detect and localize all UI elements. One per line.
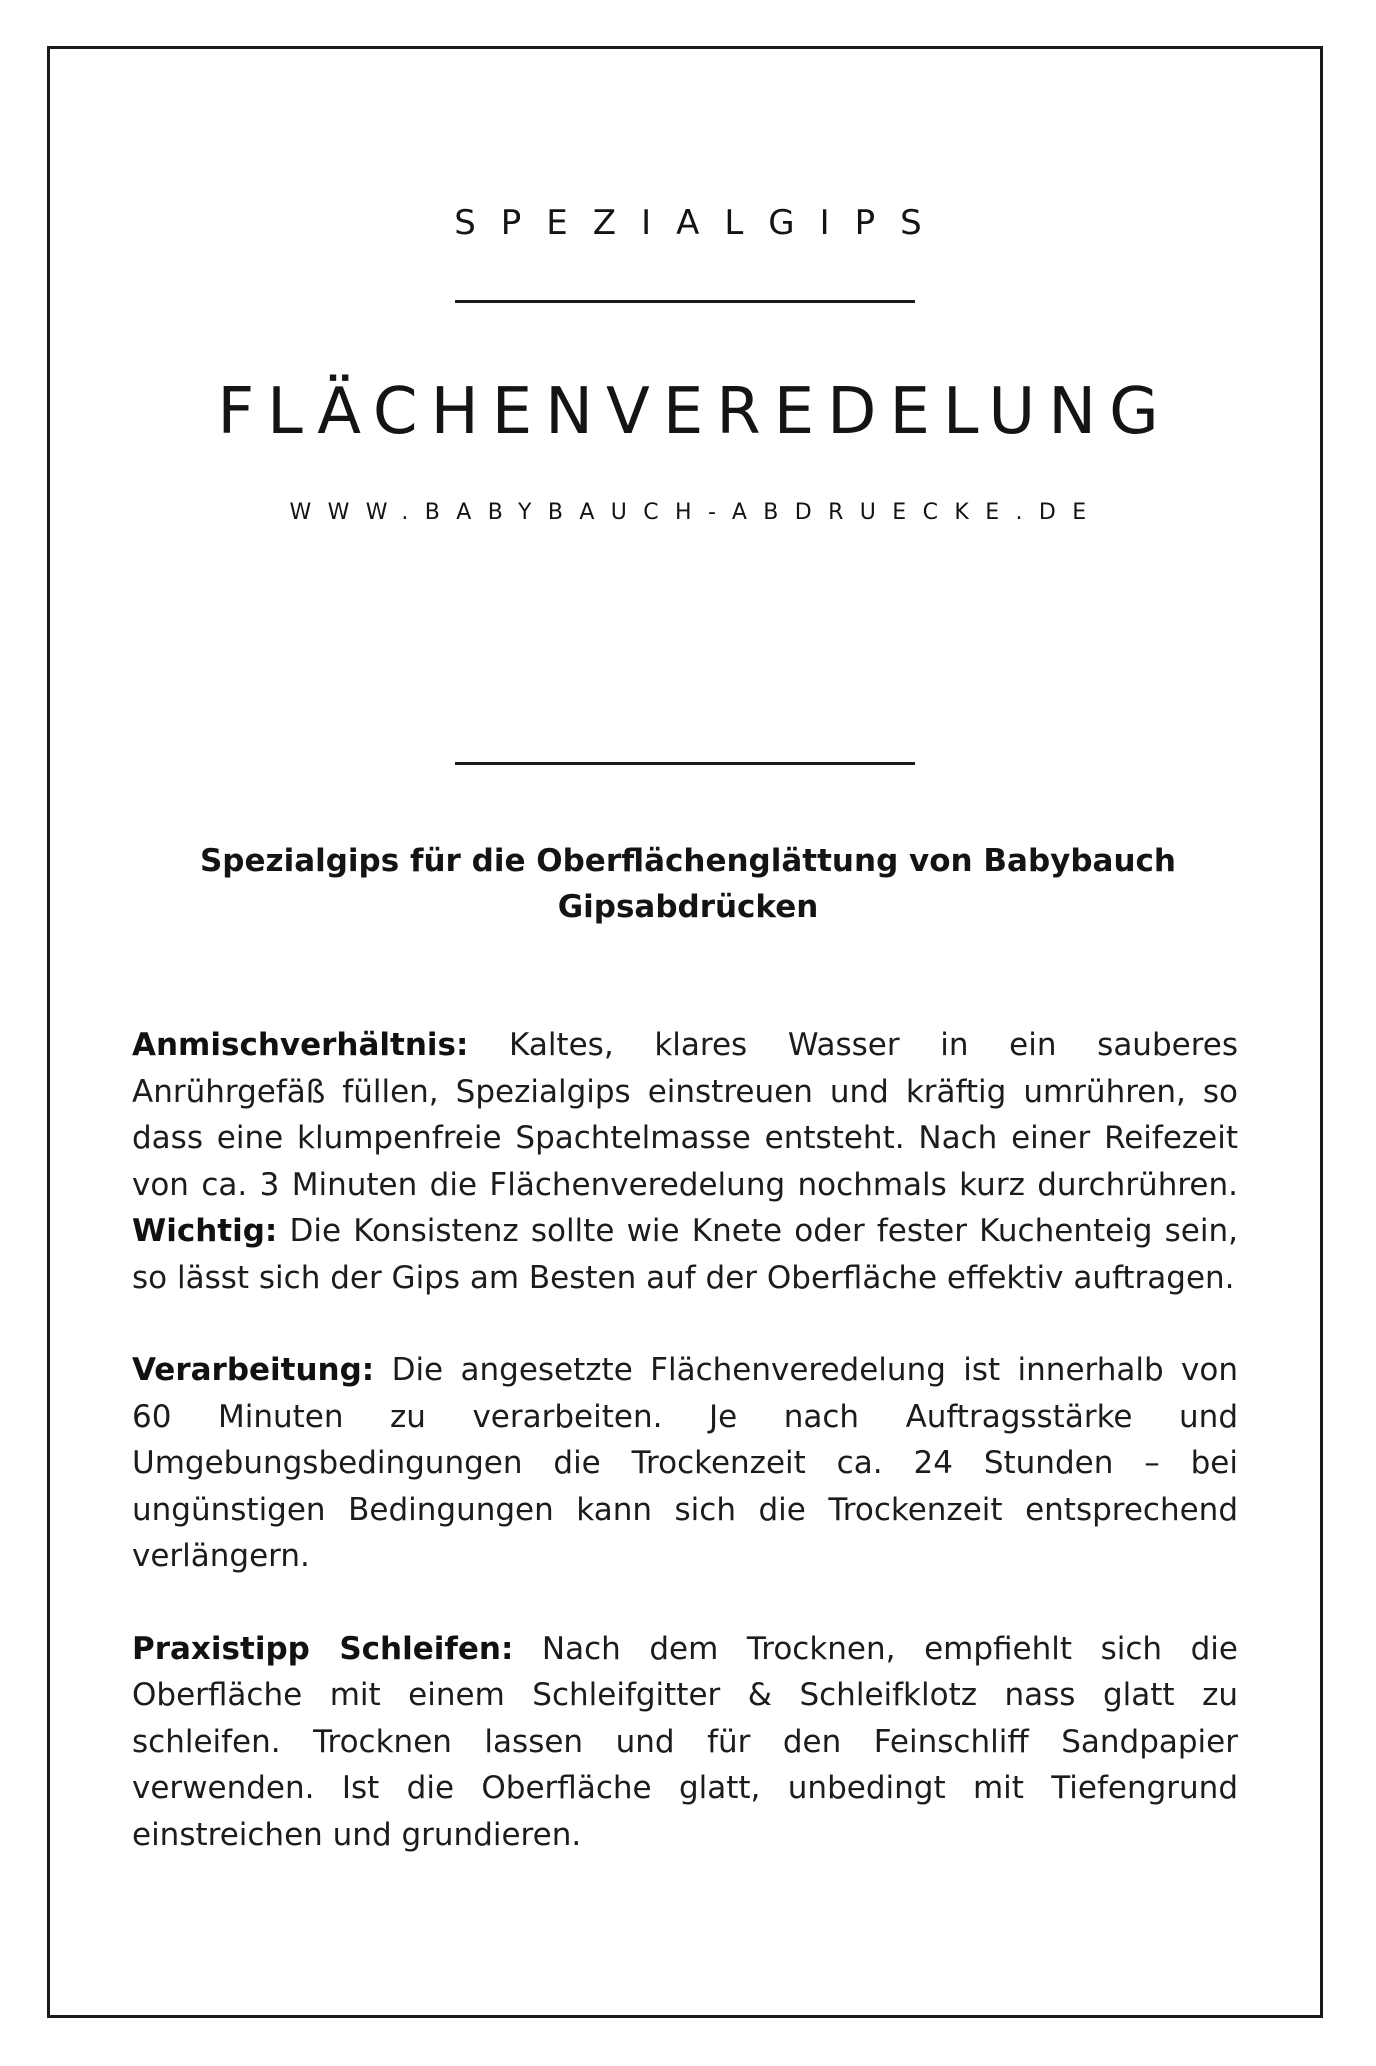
sanding-label: Praxistipp Schleifen: [132,1630,514,1667]
section-sanding [132,1626,1238,1859]
mixing-text-1: Kaltes, klares Wasser in ein sauberes Anrührgefäß füllen, Spezialgips einstreuen und kräftig umrühren, so dass eine klumpenfreie Spachtelmasse entsteht. Nach einer Reifezeit von ca. 3 Minuten die Flächenveredelung nochmals kurz durchrühren. [132,1027,1238,1203]
processing-text: Die angesetzte Flächenveredelung ist innerhalb von 60 Minuten zu verarbeiten. Je nach Auftragsstärke und Umgebungsbedingungen die Trockenzeit ca. 24 Stunden – bei ungünstigen Bedingungen kann sich die Trockenzeit entsprechend verlängern. [132,1352,1238,1574]
divider-top [455,300,915,303]
section-mixing [132,1022,1238,1301]
mixing-text-2: Die Konsistenz sollte wie Knete oder fester Kuchenteig sein, so lässt sich der Gips am Besten auf der Oberfläche effektiv auftragen. [132,1213,1238,1296]
mixing-label: Anmischverhältnis: [132,1027,469,1063]
processing-label: Verarbeitung: [132,1352,375,1388]
subtitle-line-2: Gipsabdrücken [557,889,819,925]
product-category: SPEZIALGIPS [454,203,947,243]
section-processing [132,1347,1238,1580]
divider-bottom [455,762,915,765]
website-url: WWW.BABYBAUCH-ABDRUECKE.DE [289,500,1103,525]
important-label: Wichtig: [132,1213,278,1249]
sanding-text: Nach dem Trocknen, empfiehlt sich die Oberfläche mit einem Schleifgitter & Schleifklotz nass glatt zu schleifen. Trocknen lassen und für den Feinschliff Sandpapier verwenden. Ist die Oberfläche glatt, unbedingt mit Tiefengrund einstreichen und grundieren. [132,1630,1238,1853]
page-title: FLÄCHENVEREDELUNG [217,375,1172,449]
document-subtitle [150,838,1226,930]
instructions [132,1022,1238,1904]
subtitle-line-1: Spezialgips für die Oberflächenglättung von Babybauch [199,843,1176,879]
